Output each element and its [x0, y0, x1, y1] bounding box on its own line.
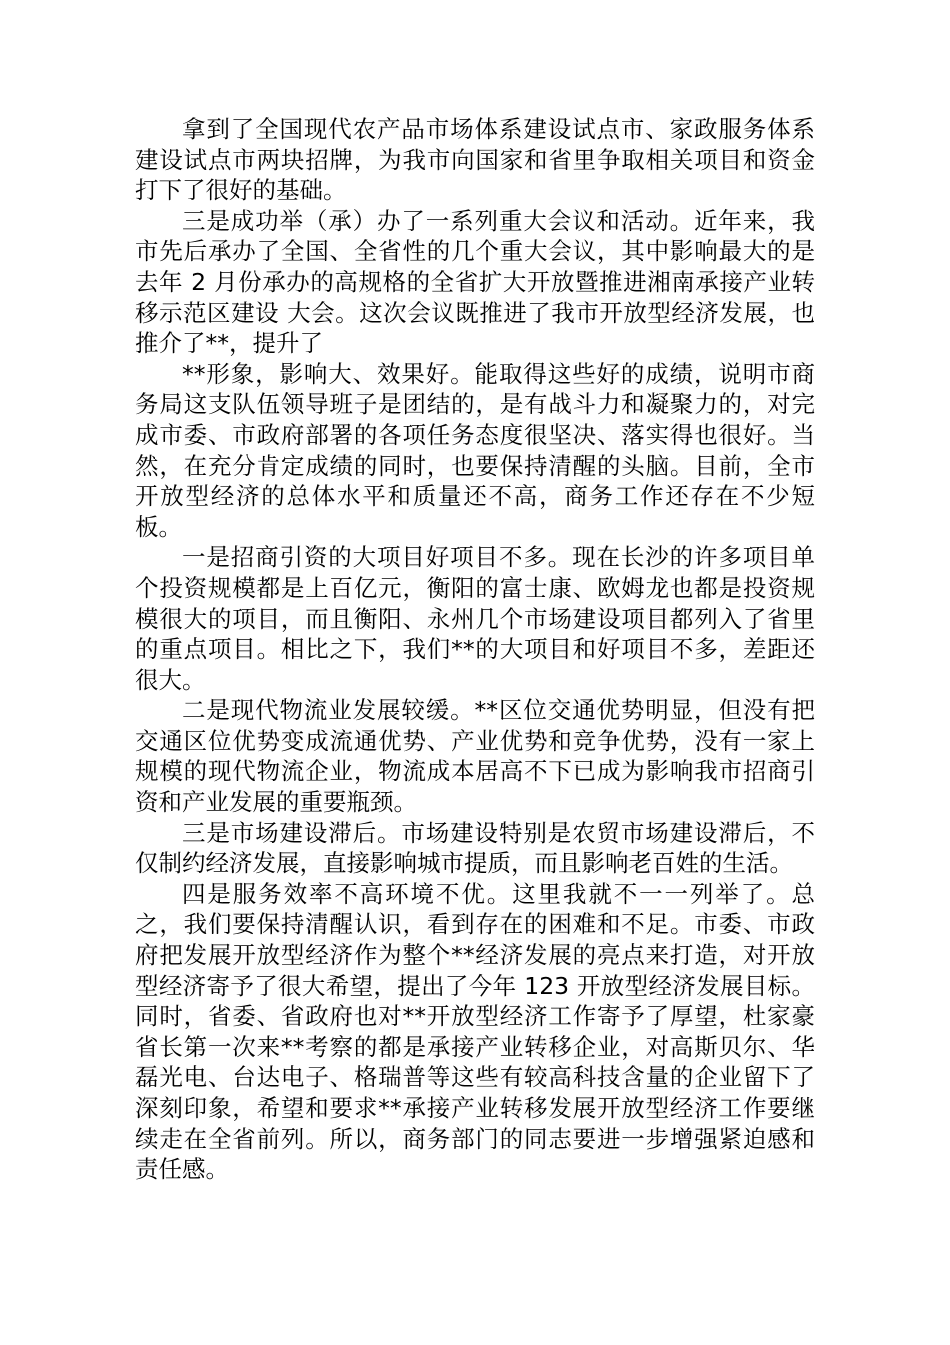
paragraph-5: 二是现代物流业发展较缓。**区位交通优势明显，但没有把交通区位优势变成流通优势、产业优势和竞争优势，没有一家上规模的现代物流企业，物流成本居高不下已成为影响我市招商引资和产业发展的重要瓶颈。 — [135, 696, 815, 817]
document-body — [135, 114, 815, 1185]
paragraph-3: **形象，影响大、效果好。能取得这些好的成绩，说明市商务局这支队伍领导班子是团结的，是有战斗力和凝聚力的，对完成市委、市政府部署的各项任务态度很坚决、落实得也很好。当然，在充分肯定成绩的同时，也要保持清醒的头脑。目前，全市开放型经济的总体水平和质量还不高，商务工作还存在不少短板。 — [135, 359, 815, 541]
paragraph-1: 拿到了全国现代农产品市场体系建设试点市、家政服务体系建设试点市两块招牌，为我市向国家和省里争取相关项目和资金打下了很好的基础。 — [135, 115, 815, 205]
paragraph-4: 一是招商引资的大项目好项目不多。现在长沙的许多项目单个投资规模都是上百亿元，衡阳的富士康、欧姆龙也都是投资规模很大的项目，而且衡阳、永州几个市场建设项目都列入了省里的重点项目。相比之下，我们**的大项目和好项目不多，差距还很大。 — [135, 543, 815, 694]
paragraph-6: 三是市场建设滞后。市场建设特别是农贸市场建设滞后，不仅制约经济发展，直接影响城市提质，而且影响老百姓的生活。 — [135, 818, 815, 878]
paragraph-7: 四是服务效率不高环境不优。这里我就不一一列举了。总之，我们要保持清醒认识，看到存在的困难和不足。市委、市政府把发展开放型经济作为整个**经济发展的亮点来打造，对开放型经济寄予了很大希望，提出了今年 123 开放型经济发展目标。同时，省委、省政府也对**开放型经济工作寄予了厚望，杜家豪省长第一次来**考察的都是承接产业转移企业，对高斯贝尔、华磊光电、台达电子、格瑞普等这些有较高科技含量的企业留下了深刻印象，希望和要求**承接产业转移发展开放型经济工作要继续走在全省前列。所以，商务部门的同志要进一步增强紧迫感和责任感。 — [135, 879, 815, 1184]
paragraph-2: 三是成功举（承）办了一系列重大会议和活动。近年来，我市先后承办了全国、全省性的几个重大会议，其中影响最大的是去年 2 月份承办的高规格的全省扩大开放暨推进湘南承接产业转移示范区建设 大会。这次会议既推进了我市开放型经济发展，也推介了**，提升了 — [135, 206, 815, 358]
